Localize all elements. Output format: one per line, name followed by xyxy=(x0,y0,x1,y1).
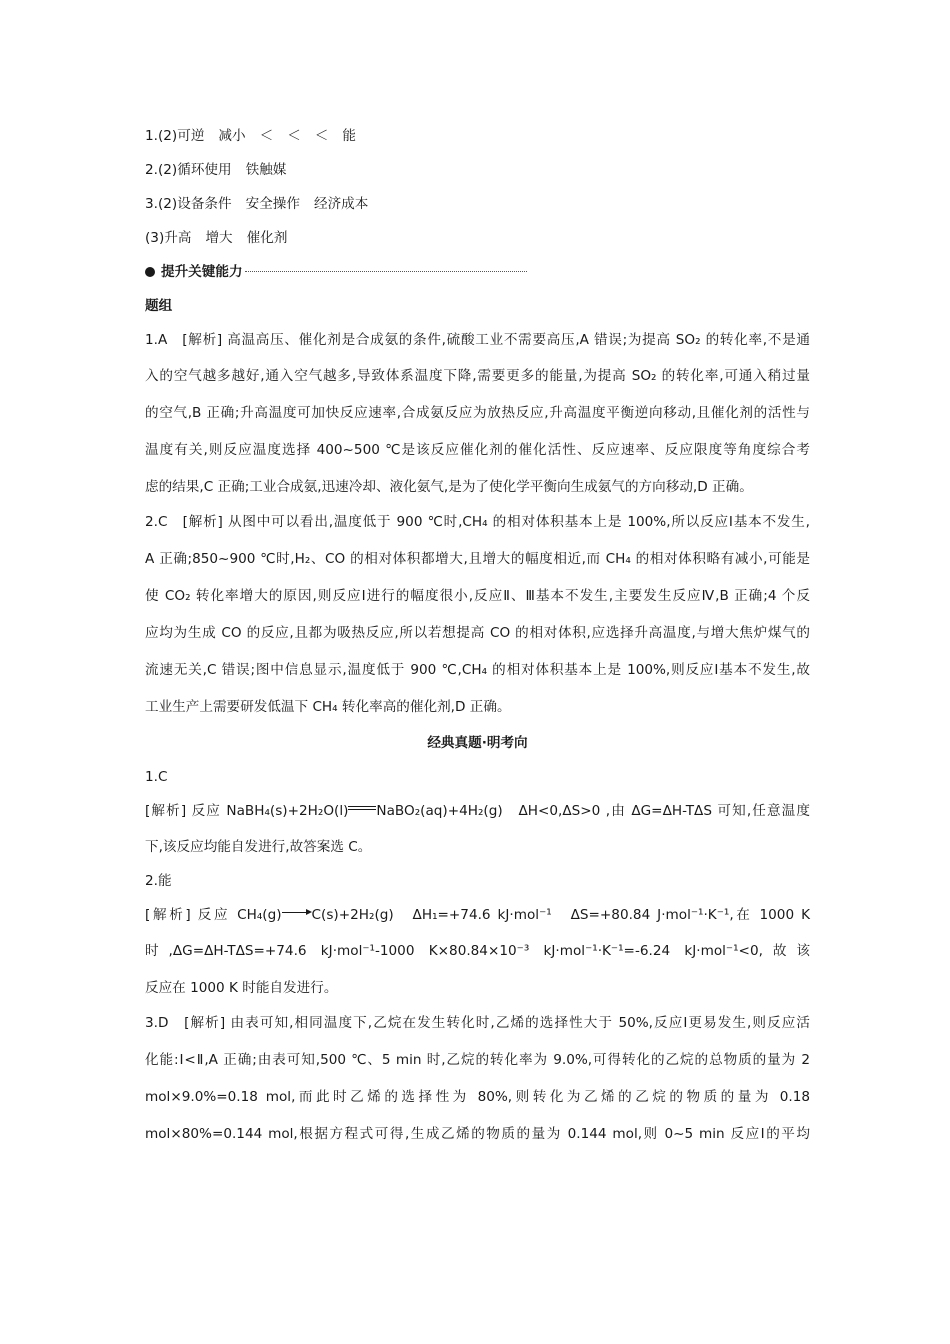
q1-line: 入的空气越多越好,通入空气越多,导致体系温度下降,需要更多的能量,为提高 SO₂ 的转化率,可通入稍过量 xyxy=(145,368,810,384)
answer-line-2: 2.(2)循环使用 铁触媒 xyxy=(145,162,287,178)
q2-line: 应均为生成 CO 的反应,且都为吸热反应,所以若想提高 CO 的相对体积,应选择升高温度,与增大焦炉煤气的 xyxy=(145,625,810,641)
q1-line: 温度有关,则反应温度选择 400~500 ℃是该反应催化剂的催化活性、反应速率、反应限度等角度综合考 xyxy=(145,442,810,458)
answer-line-4: (3)升高 增大 催化剂 xyxy=(145,230,288,246)
r1-label: 1.C xyxy=(145,769,168,785)
equilibrium-equals-icon xyxy=(348,804,376,814)
r1-line-2: 下,该反应均能自发进行,故答案选 C。 xyxy=(145,839,372,855)
r2-label: 2.能 xyxy=(145,873,172,889)
r3-line: mol×9.0%=0.18 mol,而此时乙烯的选择性为 80%,则转化为乙烯的乙烷的物质的量为 0.18 xyxy=(145,1089,810,1105)
r2-line-3: 反应在 1000 K 时能自发进行。 xyxy=(145,980,338,996)
group-title: 题组 xyxy=(145,298,173,314)
q1-line: 的空气,B 正确;升高温度可加快反应速率,合成氨反应为放热反应,升高温度平衡逆向移动,且催化剂的活性与 xyxy=(145,405,810,421)
section-heading xyxy=(145,262,810,282)
bullet-dot-icon xyxy=(145,267,155,277)
answer-number: 3.(2) xyxy=(145,196,178,212)
section2-title: 经典真题·明考向 xyxy=(427,735,528,751)
section-title: 提升关键能力 xyxy=(161,264,243,280)
dotted-rule xyxy=(245,271,527,272)
q1-line: 1.A [解析] 高温高压、催化剂是合成氨的条件,硫酸工业不需要高压,A 错误;为提高 SO₂ 的转化率,不是通 xyxy=(145,332,810,348)
answer-number: 1.(2) xyxy=(145,128,178,144)
reaction-arrow-icon xyxy=(282,908,312,918)
answer-line-3: 3.(2)设备条件 安全操作 经济成本 xyxy=(145,196,369,212)
q2-line: 2.C [解析] 从图中可以看出,温度低于 900 ℃时,CH₄ 的相对体积基本上是 100%,所以反应Ⅰ基本不发生, xyxy=(145,514,810,530)
q2-line: 工业生产上需要研发低温下 CH₄ 转化率高的催化剂,D 正确。 xyxy=(145,699,511,715)
q2-line: A 正确;850~900 ℃时,H₂、CO 的相对体积都增大,且增大的幅度相近,而 CH₄ 的相对体积略有减小,可能是 xyxy=(145,551,810,567)
r2-line-2: 时,ΔG=ΔH-TΔS=+74.6 kJ·mol⁻¹-1000 K×80.84×10⁻³ kJ·mol⁻¹·K⁻¹=-6.24 kJ·mol⁻¹<0,故该 xyxy=(145,943,810,959)
answer-number: 2.(2) xyxy=(145,162,178,178)
answer-line-1: 1.(2)可逆 减小 ＜ ＜ ＜ 能 xyxy=(145,128,356,144)
q1-line: 虑的结果,C 正确;工业合成氨,迅速冷却、液化氨气,是为了使化学平衡向生成氨气的方向移动,D 正确。 xyxy=(145,479,753,495)
q2-line: 使 CO₂ 转化率增大的原因,则反应Ⅰ进行的幅度很小,反应Ⅱ、Ⅲ基本不发生,主要发生反应Ⅳ,B 正确;4 个反 xyxy=(145,588,810,604)
r3-line: mol×80%=0.144 mol,根据方程式可得,生成乙烯的物质的量为 0.144 mol,则 0~5 min 反应Ⅰ的平均 xyxy=(145,1126,810,1142)
r3-line: 化能:Ⅰ<Ⅱ,A 正确;由表可知,500 ℃、5 min 时,乙烷的转化率为 9.0%,可得转化的乙烷的总物质的量为 2 xyxy=(145,1052,810,1068)
answer-number: (3) xyxy=(145,230,165,246)
q2-line: 流速无关,C 错误;图中信息显示,温度低于 900 ℃,CH₄ 的相对体积基本上是 100%,则反应Ⅰ基本不发生,故 xyxy=(145,662,810,678)
r3-line: 3.D [解析] 由表可知,相同温度下,乙烷在发生转化时,乙烯的选择性大于 50%,反应Ⅰ更易发生,则反应活 xyxy=(145,1015,810,1031)
r1-line-1: [解析] 反应 NaBH₄(s)+2H₂O(l) NaBO₂(aq)+4H₂(g) ΔH<0,ΔS>0 ,由 ΔG=ΔH-TΔS 可知,任意温度 xyxy=(145,803,810,819)
r2-line-1: [解析] 反应 CH₄(g) C(s)+2H₂(g) ΔH₁=+74.6 kJ·mol⁻¹ ΔS=+80.84 J·mol⁻¹·K⁻¹,在 1000 K xyxy=(145,907,810,923)
